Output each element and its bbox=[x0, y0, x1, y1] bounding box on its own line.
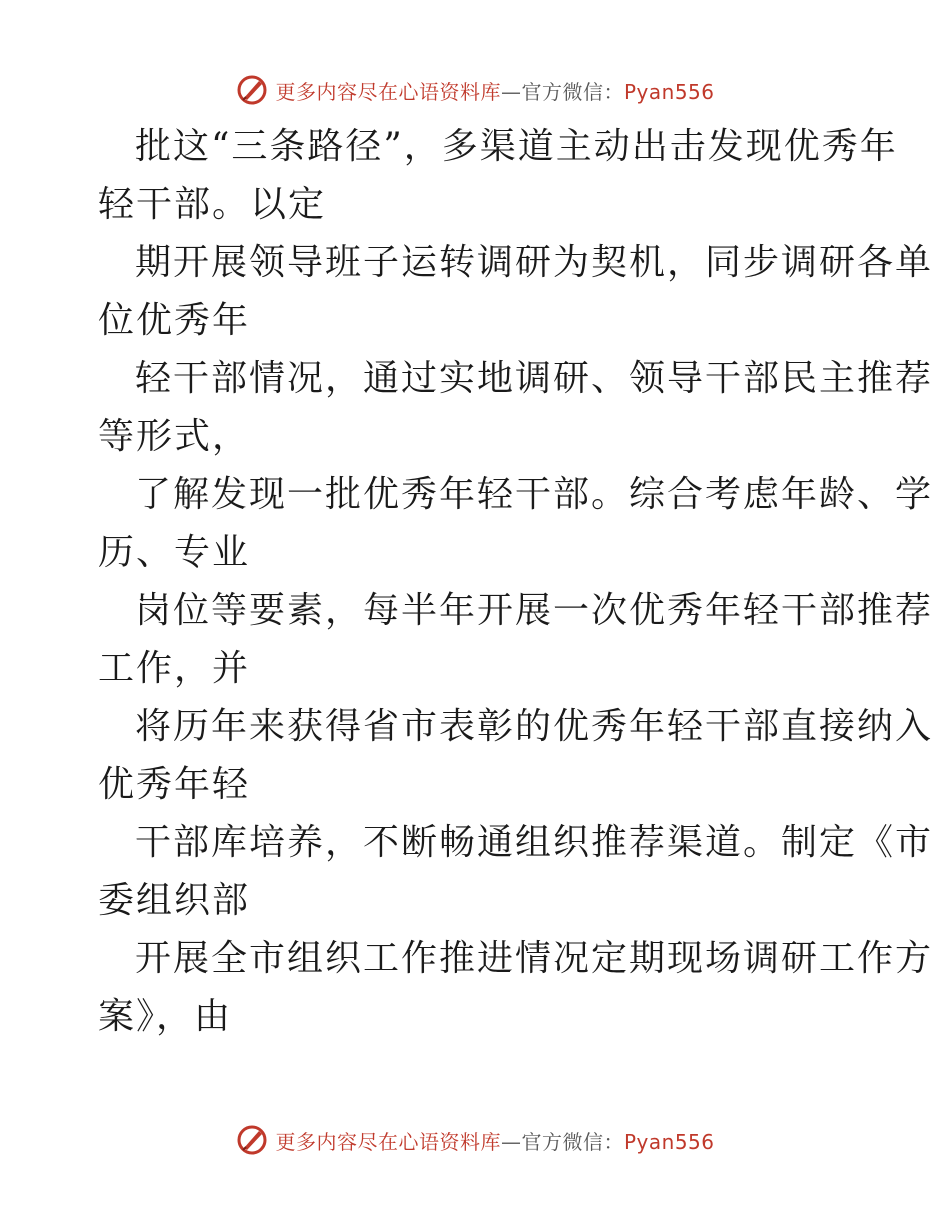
watermark-wechat-id: Pyan556 bbox=[623, 1129, 715, 1154]
paragraph-line: 历、专业 bbox=[98, 532, 251, 573]
paragraph-line: 工作，并 bbox=[98, 648, 251, 689]
paragraph-line: 开展全市组织工作推进情况定期现场调研工作方 bbox=[135, 938, 934, 979]
footer-watermark bbox=[0, 1120, 950, 1160]
watermark-wechat-label: 官方微信： bbox=[521, 79, 624, 104]
paragraph-line: 了解发现一批优秀年轻干部。综合考虑年龄、学 bbox=[135, 474, 934, 515]
paragraph bbox=[98, 814, 934, 930]
paragraph-line: 期开展领导班子运转调研为契机，同步调研各单 bbox=[135, 242, 934, 283]
paragraph-line: 岗位等要素，每半年开展一次优秀年轻干部推荐 bbox=[135, 590, 934, 631]
quill-circle-icon bbox=[235, 73, 269, 107]
document-body bbox=[98, 118, 934, 1046]
watermark-text bbox=[275, 1126, 714, 1155]
paragraph-line: 等形式， bbox=[98, 416, 251, 457]
watermark-brand: 更多内容尽在心语资料库 bbox=[275, 79, 501, 104]
paragraph bbox=[98, 582, 934, 698]
paragraph-line: 委组织部 bbox=[98, 880, 251, 921]
paragraph-line: 轻干部。以定 bbox=[98, 184, 327, 225]
paragraph-line: 将历年来获得省市表彰的优秀年轻干部直接纳入 bbox=[135, 706, 934, 747]
watermark-brand: 更多内容尽在心语资料库 bbox=[275, 1129, 501, 1154]
watermark-separator: — bbox=[500, 79, 522, 104]
paragraph bbox=[98, 466, 934, 582]
paragraph-line: 轻干部情况，通过实地调研、领导干部民主推荐 bbox=[135, 358, 934, 399]
header-watermark bbox=[0, 70, 950, 110]
watermark-wechat-id: Pyan556 bbox=[623, 79, 715, 104]
paragraph-line: 批这“三条路径”，多渠道主动出击发现优秀年 bbox=[135, 126, 898, 167]
quill-circle-icon bbox=[235, 1123, 269, 1157]
paragraph bbox=[98, 118, 898, 234]
paragraph-line: 优秀年轻 bbox=[98, 764, 251, 805]
paragraph-line: 干部库培养，不断畅通组织推荐渠道。制定《市 bbox=[135, 822, 934, 863]
paragraph bbox=[98, 930, 934, 1046]
watermark-wechat-label: 官方微信： bbox=[521, 1129, 624, 1154]
paragraph bbox=[98, 234, 934, 350]
watermark-text bbox=[275, 76, 714, 105]
paragraph-line: 案》，由 bbox=[98, 996, 233, 1037]
paragraph-line: 位优秀年 bbox=[98, 300, 251, 341]
watermark-separator: — bbox=[500, 1129, 522, 1154]
paragraph bbox=[98, 350, 934, 466]
paragraph bbox=[98, 698, 934, 814]
